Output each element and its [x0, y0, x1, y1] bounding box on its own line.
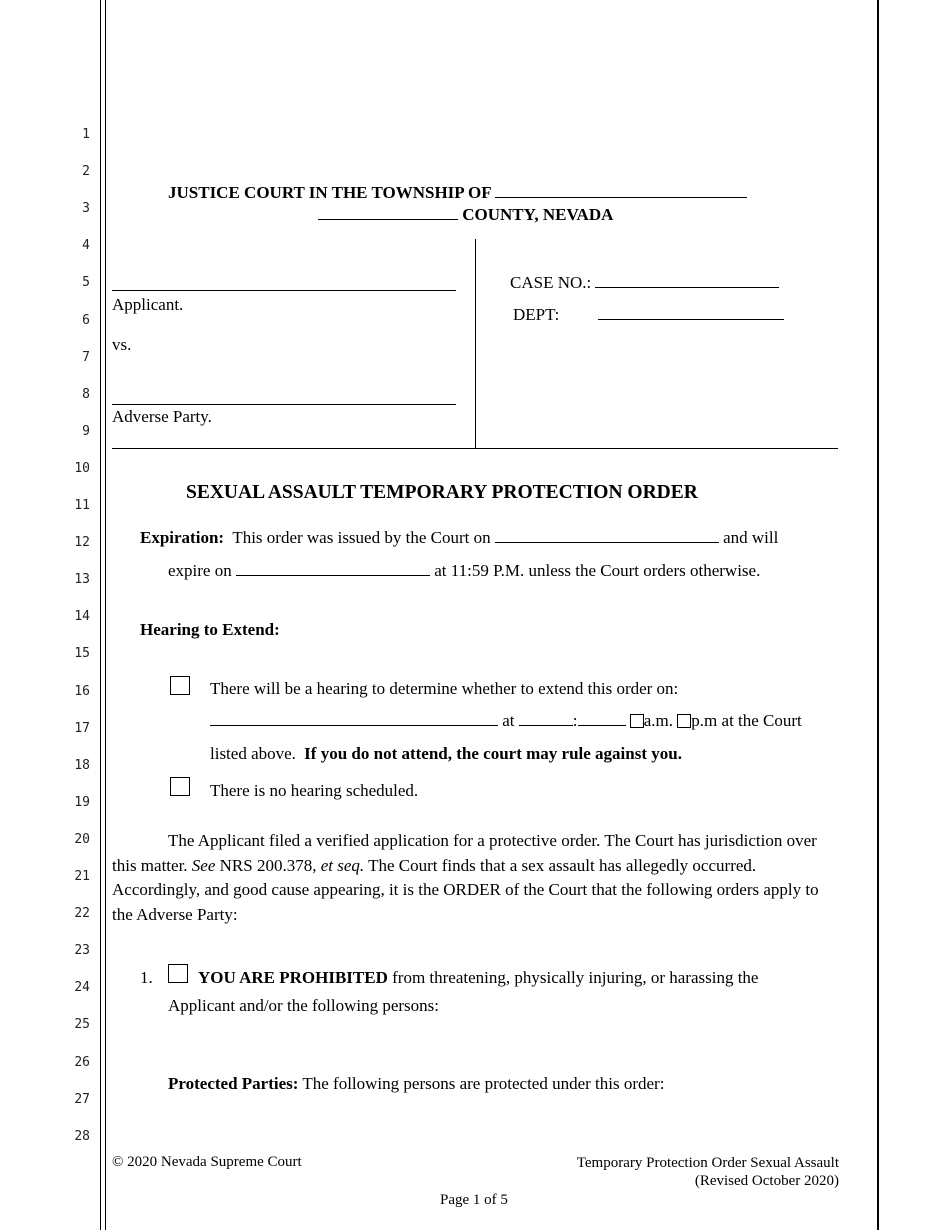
expiration-label: Expiration: [140, 528, 225, 547]
findings-paragraph [112, 829, 832, 927]
page-title: SEXUAL ASSAULT TEMPORARY PROTECTION ORDER [186, 482, 698, 503]
expiration-text-2: and will [723, 528, 779, 547]
applicant-label: Applicant. [112, 295, 184, 314]
protected-parties-row [168, 1074, 664, 1094]
expiration-line-2 [168, 561, 760, 581]
case-no-label: CASE NO.: [510, 273, 592, 292]
county-blank[interactable] [318, 205, 458, 220]
line-number: 5 [82, 275, 90, 291]
findings-part-3: The Court finds that a sex assault has allegedly occurred. Accordingly, and good cause appearing, it is the ORDER of the Court that the following orders apply to the Adverse Party: [112, 855, 819, 924]
dept-row [513, 305, 784, 325]
listed-above-text: listed above. [210, 744, 296, 763]
line-number: 4 [82, 238, 90, 254]
court-header-line-1 [168, 183, 747, 203]
line-number: 12 [74, 535, 90, 551]
left-margin-rule-inner [105, 0, 106, 1230]
hearing-heading: Hearing to Extend: [140, 620, 280, 639]
line-number: 11 [74, 498, 90, 513]
line-number: 28 [74, 1128, 90, 1144]
hearing-at-label: at [502, 711, 515, 730]
am-label: a.m. [643, 711, 674, 730]
line-number: 24 [74, 980, 90, 996]
protected-parties-label: Protected Parties: [168, 1074, 299, 1093]
line-number: 25 [74, 1017, 90, 1033]
findings-part-1: The Applicant filed a verified application for a protective order. The Court has jurisdiction over this matter. [112, 831, 817, 875]
hearing-minute-blank[interactable] [578, 711, 626, 726]
court-header-line-2 [318, 205, 613, 225]
vs-label: vs. [112, 335, 132, 354]
line-number: 20 [74, 831, 90, 847]
order-1-line-1 [198, 968, 758, 988]
issued-date-blank[interactable] [495, 528, 719, 543]
adverse-name-line[interactable] [112, 404, 456, 405]
line-number: 21 [74, 869, 90, 884]
hearing-option-1-text: There will be a hearing to determine whether to extend this order on: [210, 679, 679, 698]
expiration-line-1 [140, 528, 778, 548]
hearing-warning: If you do not attend, the court may rule against you. [304, 744, 682, 763]
findings-part-2: NRS 200.378, [215, 855, 321, 875]
line-number: 26 [74, 1054, 90, 1070]
hearing-date-blank[interactable] [210, 711, 498, 726]
findings-et-seq: et seq. [320, 855, 365, 875]
footer-page-number: Page 1 of 5 [440, 1192, 508, 1208]
hearing-listed-row [210, 744, 682, 764]
line-number: 17 [74, 720, 90, 736]
line-number: 18 [74, 757, 90, 773]
left-margin-rule-outer [100, 0, 101, 1230]
expire-date-blank[interactable] [236, 561, 430, 576]
line-number: 19 [74, 794, 90, 810]
line-number: 7 [82, 349, 90, 365]
line-number: 15 [74, 646, 90, 662]
expiration-text-4: at 11:59 P.M. unless the Court orders otherwise. [434, 561, 761, 580]
adverse-party-label: Adverse Party. [112, 407, 212, 426]
line-number: 22 [74, 906, 90, 922]
pm-label: p.m at the Court [691, 711, 802, 730]
line-number: 10 [74, 460, 90, 476]
case-no-blank[interactable] [595, 273, 779, 288]
hearing-option-2-text: There is no hearing scheduled. [210, 781, 419, 800]
order-1-prohibited: YOU ARE PROHIBITED [198, 968, 388, 987]
no-hearing-checkbox[interactable] [170, 777, 190, 796]
order-1-text-1: from threatening, physically injuring, or harassing the [387, 968, 759, 987]
pm-checkbox[interactable] [677, 714, 691, 728]
applicant-name-line[interactable] [112, 290, 456, 291]
footer-copyright: © 2020 Nevada Supreme Court [112, 1154, 302, 1170]
footer-revision: (Revised October 2020) [694, 1173, 839, 1189]
dept-blank[interactable] [598, 305, 784, 320]
caption-divider [475, 239, 476, 448]
hearing-hour-blank[interactable] [519, 711, 573, 726]
line-number: 9 [82, 423, 90, 439]
case-no-row [510, 273, 779, 293]
order-1-line-2: Applicant and/or the following persons: [168, 996, 440, 1015]
footer-form-name: Temporary Protection Order Sexual Assault [576, 1155, 839, 1171]
right-margin-rule [877, 0, 879, 1230]
county-nevada-label: COUNTY, NEVADA [462, 205, 614, 224]
expiration-text-3: expire on [168, 561, 232, 580]
findings-see: See [191, 855, 216, 875]
line-number: 6 [82, 312, 90, 328]
line-number: 1 [82, 127, 90, 142]
protected-parties-text: The following persons are protected under this order: [298, 1074, 665, 1093]
hearing-colon: : [572, 711, 578, 730]
order-1-number: 1. [140, 968, 153, 987]
order-1-checkbox[interactable] [168, 964, 188, 983]
line-number: 14 [74, 609, 90, 625]
line-number: 13 [74, 572, 90, 588]
caption-bottom-rule [112, 448, 838, 449]
hearing-date-row [210, 711, 802, 731]
line-number: 8 [82, 386, 90, 402]
line-number: 16 [74, 683, 90, 699]
court-township-label: JUSTICE COURT IN THE TOWNSHIP OF [168, 183, 491, 202]
line-number: 27 [74, 1091, 90, 1107]
township-blank[interactable] [495, 183, 747, 198]
hearing-scheduled-checkbox[interactable] [170, 676, 190, 695]
dept-label: DEPT: [513, 305, 560, 324]
line-number: 2 [82, 164, 90, 180]
expiration-text-1: This order was issued by the Court on [232, 528, 491, 547]
line-number: 23 [74, 943, 90, 959]
line-number: 3 [82, 201, 90, 217]
am-checkbox[interactable] [630, 714, 644, 728]
